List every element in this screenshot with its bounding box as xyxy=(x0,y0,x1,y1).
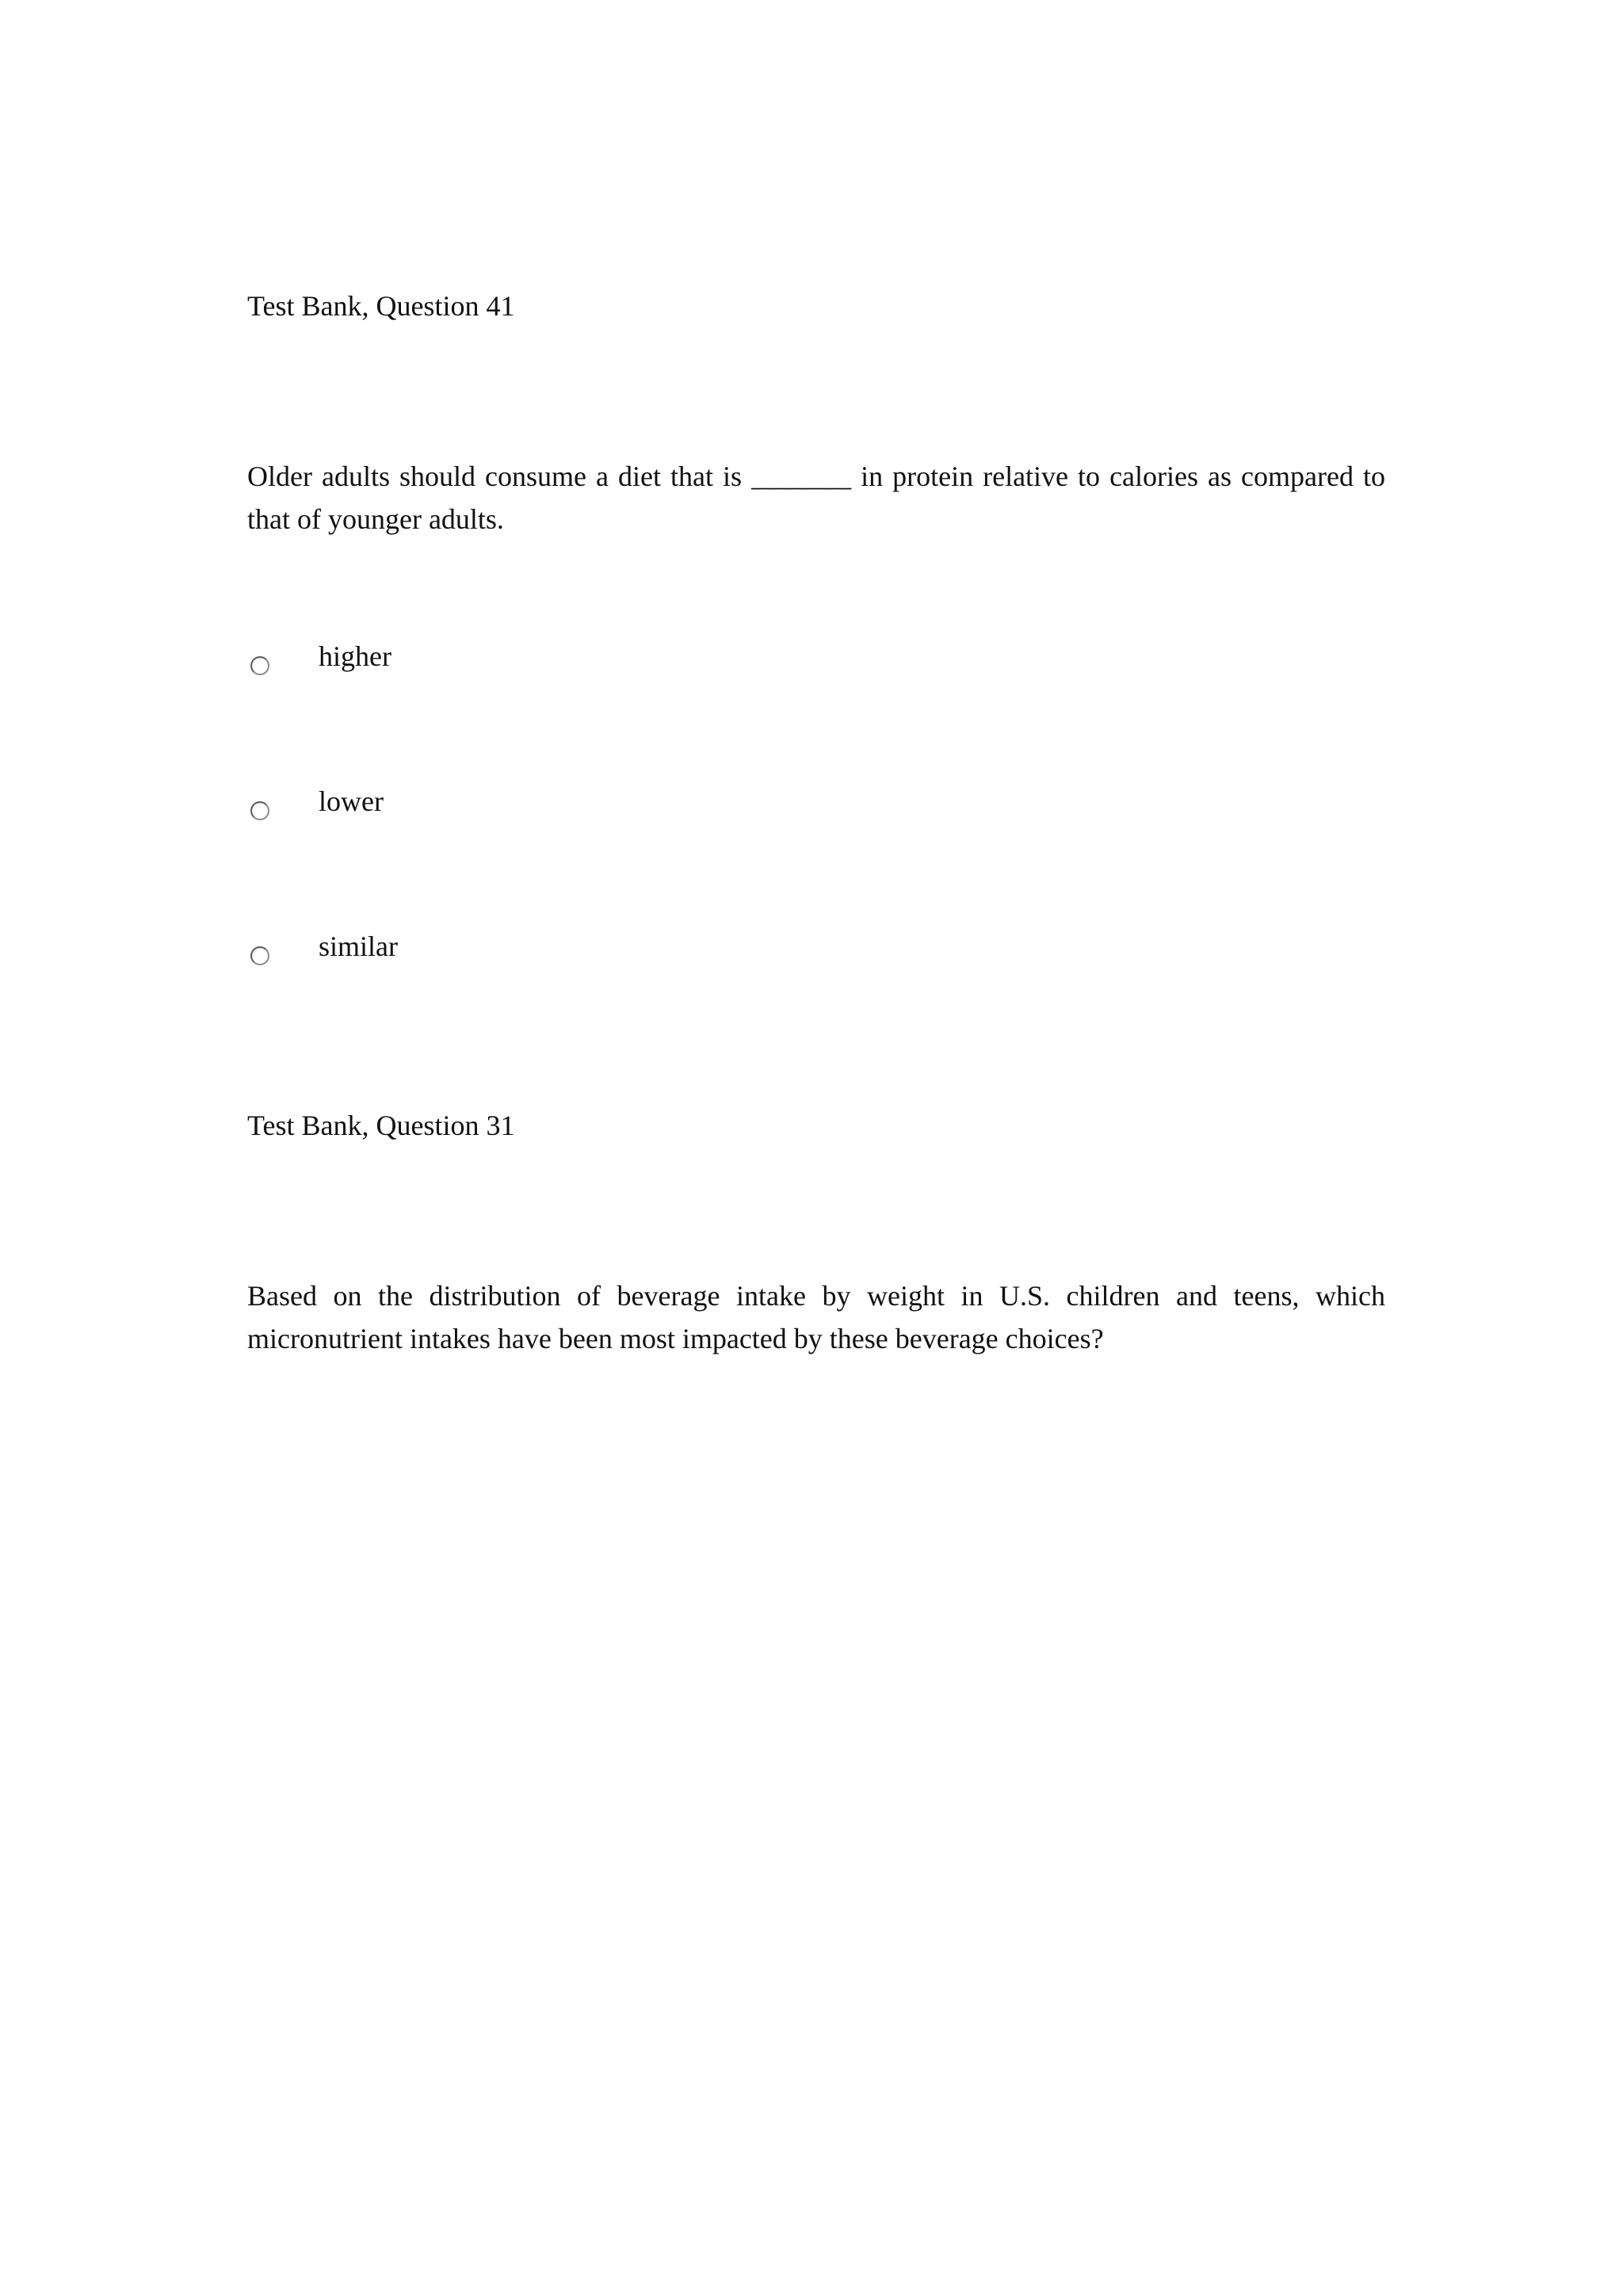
option-similar[interactable] xyxy=(247,927,723,975)
radio-button-icon[interactable] xyxy=(250,656,269,675)
question-41-heading: Test Bank, Question 41 xyxy=(247,290,515,322)
question-31-heading: Test Bank, Question 31 xyxy=(247,1110,515,1141)
radio-button-icon[interactable] xyxy=(250,801,269,820)
option-label: lower xyxy=(319,785,384,817)
option-label: similar xyxy=(319,930,398,962)
option-higher[interactable] xyxy=(247,637,723,685)
question-31-text: Based on the distribution of beverage intake by weight in U.S. children and teens, which micronutrient intakes have been most impacted by these beverage choices? xyxy=(247,1280,1385,1354)
option-lower[interactable] xyxy=(247,782,723,830)
question-41-text: Older adults should consume a diet that is _______ in protein relative to calories as compared to that of younger adults. xyxy=(247,460,1385,535)
option-label: higher xyxy=(319,640,391,672)
radio-button-icon[interactable] xyxy=(250,946,269,965)
